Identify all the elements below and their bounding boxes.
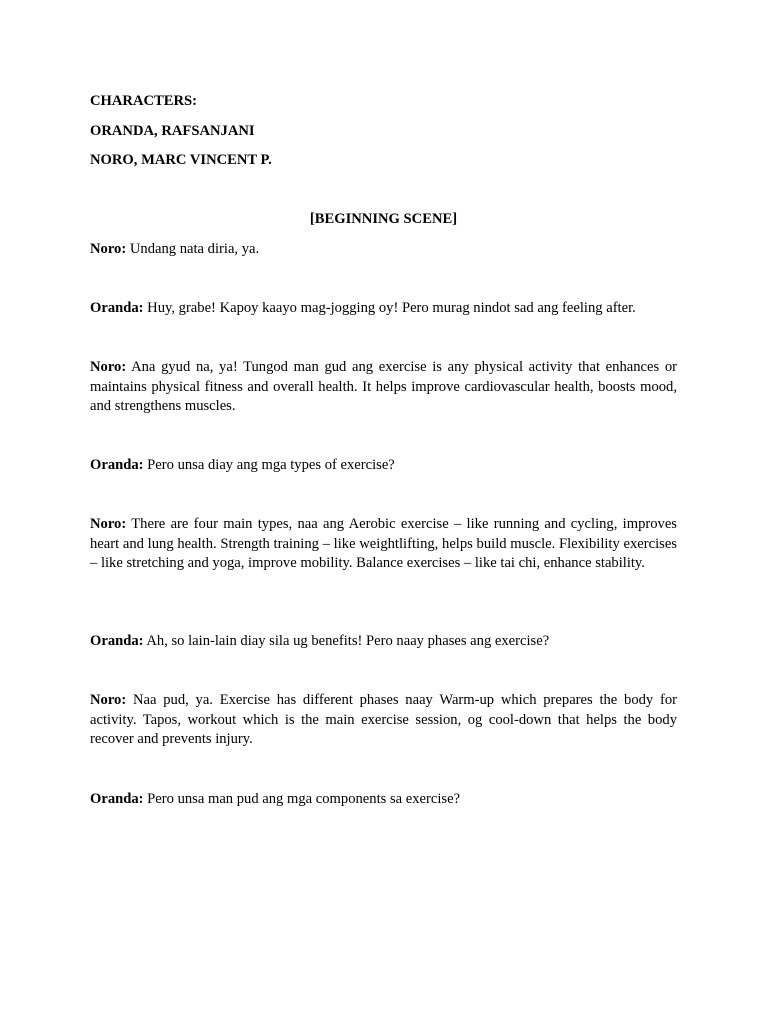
- dialogue-line: [90, 456, 677, 476]
- dialogue-line: [90, 358, 677, 417]
- dialogue-text: Ah, so lain-lain diay sila ug benefits! Pero naay phases ang exercise?: [146, 633, 550, 649]
- dialogue-line: [90, 240, 677, 260]
- dialogue-text: Undang nata diria, ya.: [129, 241, 260, 257]
- speaker-name: Noro:: [90, 692, 127, 708]
- speaker-name: Noro:: [90, 359, 127, 375]
- dialogue-line: [90, 790, 677, 810]
- dialogue-text: Pero unsa diay ang mga types of exercise?: [147, 457, 395, 473]
- character-oranda: ORANDA, RAFSANJANI: [90, 123, 255, 139]
- dialogue-text: Ana gyud na, ya! Tungod man gud ang exercise is any physical activity that enhances or maintains physical fitness and overall health. It helps improve cardiovascular health, boosts mood, and strengthens muscles.: [90, 359, 677, 415]
- speaker-name: Oranda:: [90, 791, 144, 807]
- speaker-name: Noro:: [90, 241, 127, 257]
- dialogue-text: Pero unsa man pud ang mga components sa exercise?: [147, 791, 461, 807]
- dialogue-line: [90, 691, 677, 750]
- speaker-name: Oranda:: [90, 633, 144, 649]
- dialogue-text: There are four main types, naa ang Aerobic exercise – like running and cycling, improves heart and lung health. Strength training – like weightlifting, helps build muscle. Flexibility exercises – like stretching and yoga, improve mobility. Balance exercises – like tai chi, enhance stability.: [90, 516, 677, 572]
- speaker-name: Noro:: [90, 516, 127, 532]
- dialogue-text: Naa pud, ya. Exercise has different phases naay Warm-up which prepares the body for activity. Tapos, workout which is the main exercise session, og cool-down that helps the body recover and prevents injury.: [90, 692, 677, 748]
- dialogue-text: Huy, grabe! Kapoy kaayo mag-jogging oy! Pero murag nindot sad ang feeling after.: [147, 300, 636, 316]
- dialogue-line: [90, 299, 677, 319]
- characters-label: CHARACTERS:: [90, 93, 198, 109]
- character-noro: NORO, MARC VINCENT P.: [90, 152, 272, 168]
- speaker-name: Oranda:: [90, 300, 144, 316]
- speaker-name: Oranda:: [90, 457, 144, 473]
- scene-heading: [BEGINNING SCENE]: [309, 211, 458, 227]
- dialogue-line: [90, 515, 677, 574]
- dialogue-line: [90, 632, 677, 652]
